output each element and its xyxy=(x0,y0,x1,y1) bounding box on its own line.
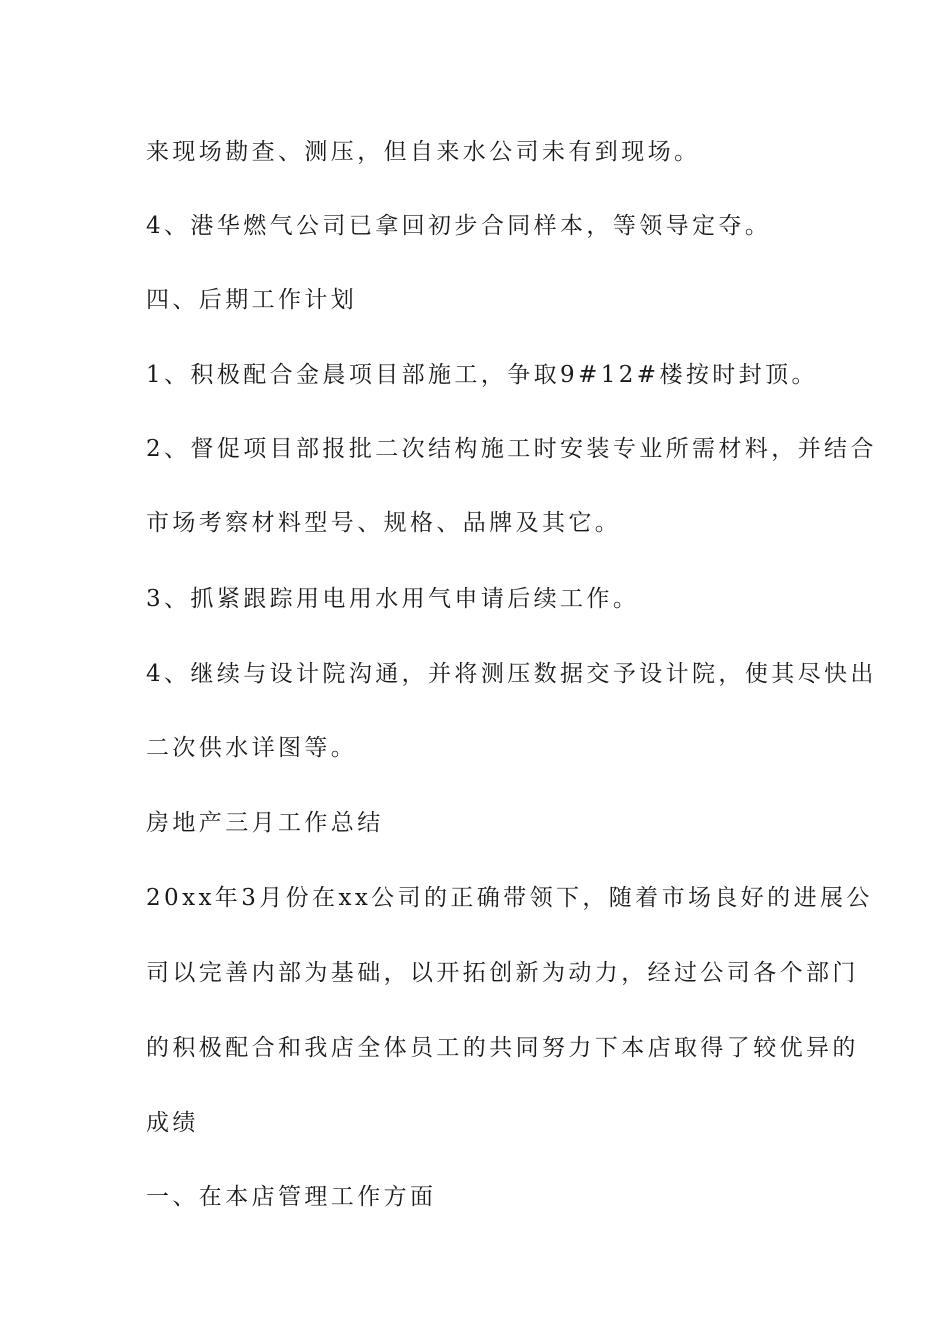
text-line: 20xx年3月份在xx公司的正确带领下，随着市场良好的进展公 xyxy=(146,885,873,911)
text-line: 的积极配合和我店全体员工的共同努力下本店取得了较优异的 xyxy=(146,1035,859,1061)
text-line: 4、继续与设计院沟通，并将测压数据交予设计院，使其尽快出 xyxy=(146,661,877,687)
text-line: 3、抓紧跟踪用电用水用气申请后续工作。 xyxy=(146,586,640,612)
document-title: 房地产三月工作总结 xyxy=(146,810,384,836)
text-line: 二次供水详图等。 xyxy=(146,735,358,761)
text-line: 成绩 xyxy=(146,1110,199,1136)
text-line: 2、督促项目部报批二次结构施工时安装专业所需材料，并结合 xyxy=(146,436,877,462)
section-heading: 四、后期工作计划 xyxy=(146,287,358,313)
section-heading: 一、在本店管理工作方面 xyxy=(146,1184,437,1210)
text-line: 来现场勘查、测压，但自来水公司未有到现场。 xyxy=(146,139,701,165)
text-line: 司以完善内部为基础，以开拓创新为动力，经过公司各个部门 xyxy=(146,960,859,986)
text-line: 1、积极配合金晨项目部施工，争取9#12#楼按时封顶。 xyxy=(146,362,818,388)
text-line: 市场考察材料型号、规格、品牌及其它。 xyxy=(146,510,622,536)
text-line: 4、港华燃气公司已拿回初步合同样本，等领导定夺。 xyxy=(146,213,772,239)
